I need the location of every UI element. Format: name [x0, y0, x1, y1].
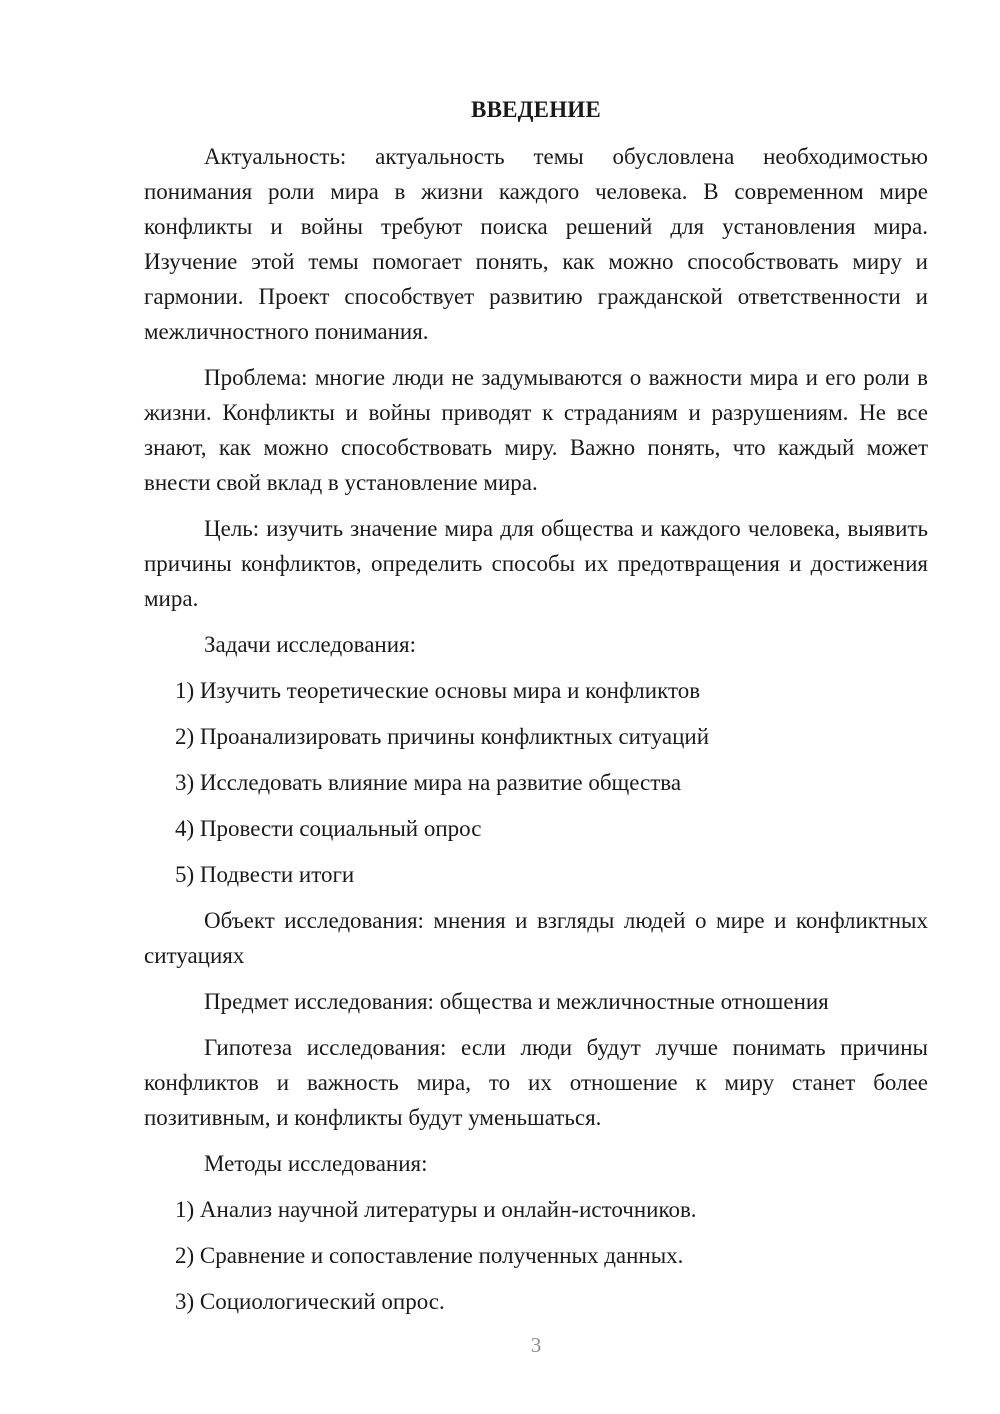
list-item: 3) Социологический опрос.: [175, 1289, 445, 1314]
relevance-paragraph: Актуальность: актуальность темы обусловлена необходимостью понимания роли мира в жизни каждого человека. В современном мире конфликты и войны требуют поиска решений для установления мира. Изучение этой темы помогает понять, как можно способствовать миру и гармонии. Проект способствует развитию гражданской ответственности и межличностного понимания.: [144, 144, 928, 344]
hypothesis-paragraph: Гипотеза исследования: если люди будут лучше понимать причины конфликтов и важность мира, то их отношение к миру станет более позитивным, и конфликты будут уменьшаться.: [144, 1035, 928, 1130]
object-paragraph: Объект исследования: мнения и взгляды людей о мире и конфликтных ситуациях: [144, 908, 928, 968]
goal-paragraph: Цель: изучить значение мира для общества и каждого человека, выявить причины конфликтов, определить способы их предотвращения и достижения мира.: [144, 516, 928, 611]
section-heading: ВВЕДЕНИЕ: [471, 97, 601, 122]
problem-paragraph: Проблема: многие люди не задумываются о важности мира и его роли в жизни. Конфликты и войны приводят к страданиям и разрушениям. Не все знают, как можно способствовать миру. Важно понять, что каждый может внести свой вклад в установление мира.: [144, 365, 928, 495]
tasks-heading: Задачи исследования:: [204, 632, 417, 657]
methods-list: [144, 1192, 928, 1319]
list-item: 1) Изучить теоретические основы мира и конфликтов: [175, 678, 701, 703]
document-page: [144, 92, 928, 1330]
list-item: 4) Провести социальный опрос: [175, 816, 482, 841]
list-item: 5) Подвести итоги: [175, 862, 355, 887]
list-item: 2) Проанализировать причины конфликтных ситуаций: [175, 724, 710, 749]
methods-heading: Методы исследования:: [204, 1151, 428, 1176]
list-item: 2) Сравнение и сопоставление полученных данных.: [175, 1243, 684, 1268]
subject-paragraph: Предмет исследования: общества и межличностные отношения: [204, 989, 829, 1014]
list-item: 3) Исследовать влияние мира на развитие общества: [175, 770, 682, 795]
list-item: 1) Анализ научной литературы и онлайн-источников.: [175, 1197, 697, 1222]
page-number: 3: [530, 1333, 542, 1357]
tasks-list: [144, 673, 928, 892]
